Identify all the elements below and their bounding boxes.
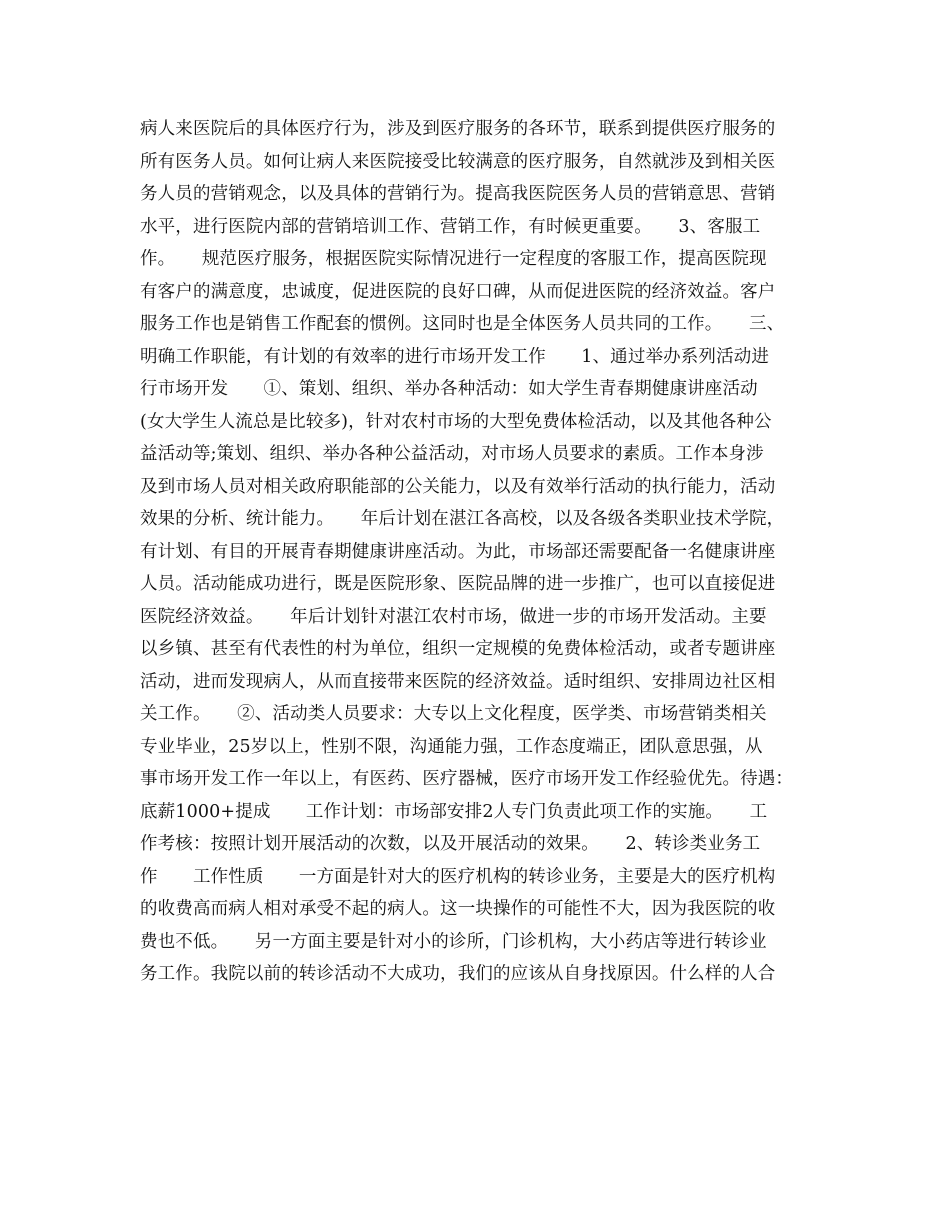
text-line: 效果的分析、统计能力。 年后计划在湛江各高校，以及各级各类职业技术学院， [140, 509, 785, 529]
text-line: 作考核：按照计划开展活动的次数，以及开展活动的效果。 2、转诊类业务工 [140, 834, 761, 854]
text-line: 及到市场人员对相关政府职能部的公关能力，以及有效举行活动的执行能力，活动 [140, 476, 776, 497]
text-line: 水平，进行医院内部的营销培训工作、营销工作，有时候更重要。 3、客服工 [140, 216, 761, 237]
text-line: 人员。活动能成功进行，既是医院形象、医院品牌的进一步推广，也可以直接促进 [140, 574, 776, 594]
text-line: 作 工作性质 一方面是针对大的医疗机构的转诊业务，主要是大的医疗机构 [140, 866, 776, 887]
text-line: 有客户的满意度，忠诚度，促进医院的良好口碑，从而促进医院的经济效益。客户 [140, 281, 776, 302]
body-text [140, 113, 840, 991]
text-line: 务工作。我院以前的转诊活动不大成功，我们的应该从自身找原因。什么样的人合 [140, 964, 776, 984]
text-line: 底薪1000+提成 工作计划：市场部安排2人专门负责此项工作的实施。 工 [140, 801, 768, 822]
text-line: 以乡镇、甚至有代表性的村为单位，组织一定规模的免费体检活动，或者专题讲座 [140, 639, 776, 659]
text-line: 有计划、有目的开展青春期健康讲座活动。为此，市场部还需要配备一名健康讲座 [140, 541, 776, 562]
text-line: (女大学生人流总是比较多)，针对农村市场的大型免费体检活动，以及其他各种公 [140, 411, 772, 432]
text-line: 明确工作职能，有计划的有效率的进行市场开发工作 1、通过举办系列活动进 [140, 346, 770, 367]
text-line: 活动，进而发现病人，从而直接带来医院的经济效益。适时组织、安排周边社区相 [140, 671, 776, 692]
text-line: 病人来医院后的具体医疗行为，涉及到医疗服务的各环节，联系到提供医疗服务的 [140, 119, 776, 139]
text-line: 医院经济效益。 年后计划针对湛江农村市场，做进一步的市场开发活动。主要 [140, 606, 767, 627]
text-line: 益活动等;策划、组织、举办各种公益活动，对市场人员要求的素质。工作本身涉 [140, 444, 764, 464]
text-line: 事市场开发工作一年以上，有医药、医疗器械，医疗市场开发工作经验优先。待遇： [140, 769, 794, 789]
text-line: 的收费高而病人相对承受不起的病人。这一块操作的可能性不大，因为我医院的收 [140, 899, 776, 919]
text-line: 务人员的营销观念，以及具体的营销行为。提高我医院医务人员的营销意思、营销 [140, 184, 776, 204]
text-line: 作。 规范医疗服务，根据医院实际情况进行一定程度的客服工作，提高医院现 [140, 249, 767, 269]
text-line: 行市场开发 ①、策划、组织、举办各种活动：如大学生青春期健康讲座活动 [140, 379, 758, 399]
text-line: 服务工作也是销售工作配套的惯例。这同时也是全体医务人员共同的工作。 三、 [140, 314, 785, 334]
text-line: 关工作。 ②、活动类人员要求：大专以上文化程度，医学类、市场营销类相关 [140, 704, 767, 724]
text-line: 费也不低。 另一方面主要是针对小的诊所，门诊机构，大小药店等进行转诊业 [140, 931, 767, 952]
text-line: 专业毕业，25岁以上，性别不限，沟通能力强，工作态度端正，团队意思强，从 [140, 736, 763, 757]
text-line: 所有医务人员。如何让病人来医院接受比较满意的医疗服务，自然就涉及到相关医 [140, 151, 776, 172]
